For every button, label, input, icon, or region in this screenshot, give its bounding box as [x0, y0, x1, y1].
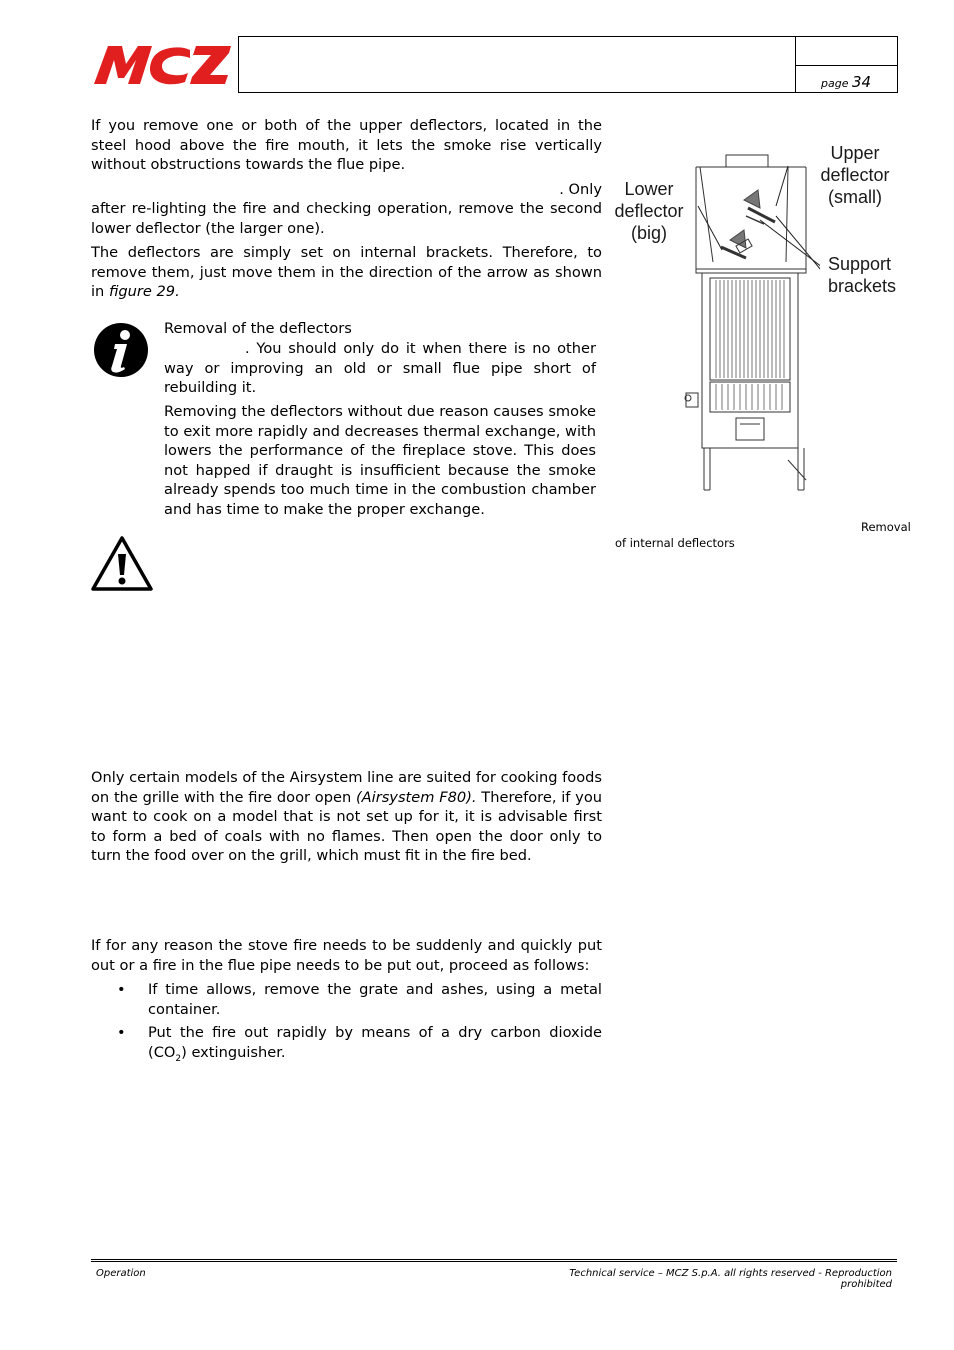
figure-reference-tail: .	[175, 283, 180, 300]
footer-rule	[91, 1261, 897, 1262]
header-divider	[795, 65, 897, 66]
upper-label-line: deflector	[820, 165, 890, 185]
list-item	[91, 1023, 602, 1069]
lower-label-line: Lower	[624, 179, 674, 199]
page-number: 34	[851, 73, 872, 91]
bullet: •	[117, 981, 126, 998]
info-note-line-1: Removal of the deflectors	[164, 320, 352, 337]
support-label-line: Support	[828, 254, 892, 274]
extinguish-list	[91, 980, 602, 1073]
warning-icon	[90, 535, 154, 592]
list-item-text: Put the fire out rapidly by means of a dry carbon dioxide (CO	[148, 1024, 602, 1061]
info-note-paragraph-2: Removing the deflectors without due reason causes smoke to exit more rapidly and decreases thermal exchange, with lowers the performance of the fireplace stove. This does not happed if draught is insufficient because the smoke already spends too much time in the combustion chamber and has time to make the proper exchange.	[164, 403, 596, 518]
list-item-text: ) extinguisher.	[181, 1043, 286, 1061]
subscript: 2	[175, 1053, 182, 1064]
support-brackets-label	[828, 253, 900, 297]
upper-label-line: Upper	[830, 143, 880, 163]
lower-deflector-label	[610, 178, 688, 244]
upper-label-line: (small)	[828, 187, 882, 207]
upper-deflector-label	[818, 142, 892, 208]
bullet: •	[117, 1024, 126, 1041]
extinguish-paragraph: If for any reason the stove fire needs to be suddenly and quickly put out or a fire in the flue pipe needs to be put out, proceed as follows:	[91, 937, 602, 974]
footer-rule	[91, 1259, 897, 1260]
mcz-logo	[92, 44, 232, 86]
deflector-paragraph-3	[91, 243, 602, 302]
footer-right: Technical service – MCZ S.p.A. all rights reserved - Reproduction prohibited	[569, 1268, 892, 1290]
list-item-text: If time allows, remove the grate and ashes, using a metal container.	[148, 981, 602, 1018]
cooking-model: (Airsystem F80).	[355, 788, 477, 806]
cooking-text-2: Therefore, if you want to cook on a model that is not set up for it, it is advisable first to form a bed of coals with no flames. Then open the door only to turn the food over on the grill, which must fit in the fire bed.	[91, 788, 602, 864]
cooking-text-1: Only certain models of the Airsystem line are suited for cooking foods on the grille with the fire door open	[91, 769, 602, 806]
lower-label-line: (big)	[630, 223, 667, 243]
list-item	[91, 980, 602, 1019]
info-icon	[93, 322, 149, 378]
page-label: page	[821, 77, 849, 90]
deflector-paragraph-3-text: The deflectors are simply set on internal brackets. Therefore, to remove them, just move them in the direction of the arrow as shown in	[91, 244, 602, 300]
stove-diagram	[680, 150, 820, 500]
info-note-line-2: . You should only do it when there is no other way or improving an old or small flue pipe short of rebuilding it.	[164, 340, 596, 396]
cooking-paragraph	[91, 768, 602, 866]
figure-reference: figure 29	[108, 283, 176, 300]
lower-label-line: deflector	[614, 201, 684, 221]
deflector-paragraph-2a: . Only	[559, 181, 602, 198]
deflector-paragraph-1: If you remove one or both of the upper deflectors, located in the steel hood above the fire mouth, it lets the smoke rise vertically without obstructions towards the flue pipe.	[91, 117, 602, 173]
deflector-paragraph-2b: after re-lighting the fire and checking operation, remove the second lower deflector (the larger one).	[91, 200, 602, 237]
page-indicator	[821, 73, 871, 91]
footer-left: Operation	[96, 1268, 146, 1279]
figure-caption-a: Removal	[861, 520, 911, 534]
support-label-line: brackets	[828, 276, 897, 296]
figure-caption-b: of internal deflectors	[615, 536, 735, 550]
